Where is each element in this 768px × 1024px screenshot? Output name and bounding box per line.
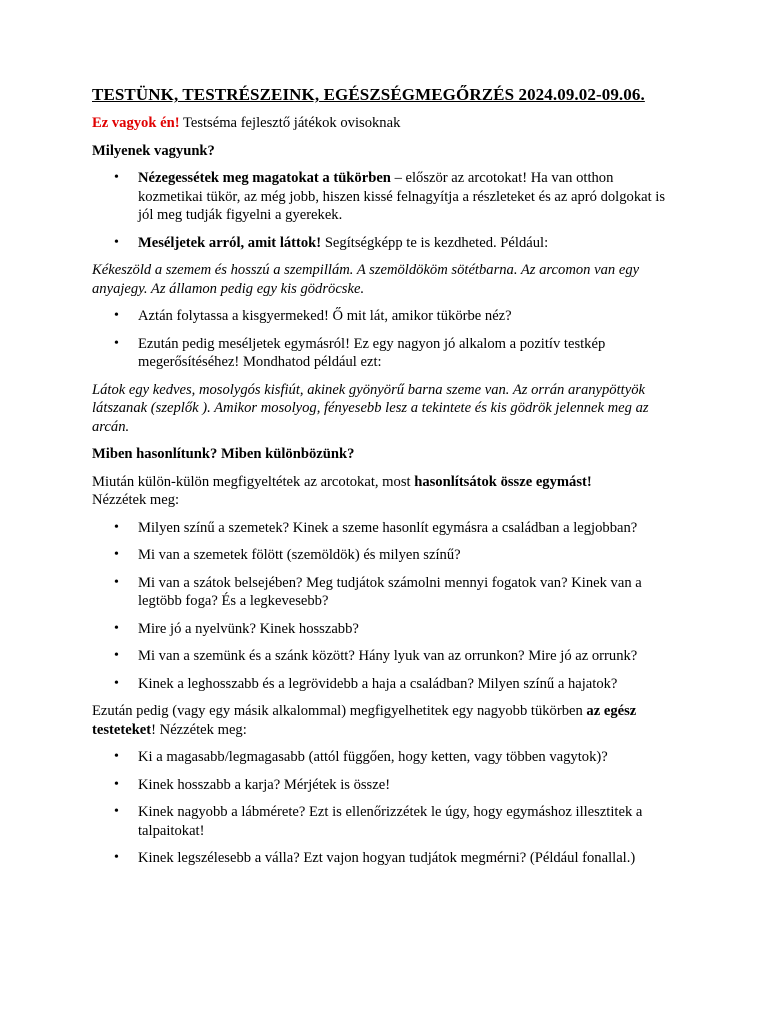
list-item: • Kinek hosszabb a karja? Mérjétek is össze! bbox=[138, 776, 676, 795]
list-item: • Mi van a szemünk és a szánk között? Hány lyuk van az orrunkon? Mire jó az orrunk? bbox=[138, 647, 676, 666]
paragraph-text: ! Nézzétek meg: bbox=[151, 721, 247, 738]
paragraph-miutan bbox=[92, 473, 676, 510]
paragraph-ezutan bbox=[92, 702, 676, 739]
list-item-text: Segítségképp te is kezdheted. Például: bbox=[321, 234, 549, 251]
paragraph-text: Nézzétek meg: bbox=[92, 492, 180, 508]
list-item: • Aztán folytassa a kisgyermeked! Ő mit lát, amikor tükörbe néz? bbox=[138, 307, 676, 326]
list-item: • Kinek legszélesebb a válla? Ezt vajon hogyan tudjátok megmérni? (Például fonallal.) bbox=[138, 849, 676, 868]
paragraph-text: Miután külön-külön megfigyeltétek az arcotokat, most bbox=[92, 473, 415, 490]
list-mirror-steps bbox=[92, 169, 676, 252]
list-item: • Milyen színű a szemetek? Kinek a szeme hasonlít egymásra a családban a legjobban? bbox=[138, 519, 676, 538]
example-text-2: Látok egy kedves, mosolygós kisfiút, akinek gyönyörű barna szeme van. Az orrán aranypöttyök látszanak (szeplők ). Amikor mosolyog, fényesebb lesz a tekintete és kis gödrök jelennek meg az arcán. bbox=[92, 381, 649, 435]
list-item: • Kinek a leghosszabb és a legrövidebb a haja a családban? Milyen színű a hajatok? bbox=[138, 675, 676, 694]
document-title: TESTÜNK, TESTRÉSZEINK, EGÉSZSÉGMEGŐRZÉS 2024.09.02-09.06. bbox=[92, 85, 645, 104]
list-item: • Kinek nagyobb a lábmérete? Ezt is ellenőrizzétek le úgy, hogy egymáshoz illesztitek a talpaitokat! bbox=[138, 803, 676, 840]
list-item: • Ezután pedig meséljetek egymásról! Ez egy nagyon jó alkalom a pozitív testkép megerősítéséhez! Mondhatod például ezt: bbox=[138, 335, 676, 372]
intro-highlight: Ez vagyok én! bbox=[92, 115, 180, 131]
list-item-bold: Nézegessétek meg magatokat a tükörben bbox=[138, 170, 391, 186]
paragraph-text: Ezután pedig (vagy egy másik alkalommal) megfigyelhetitek egy nagyobb tükörben bbox=[92, 703, 587, 719]
list-item-bold: Meséljetek arról, amit láttok! bbox=[138, 234, 322, 251]
intro-text: Testséma fejlesztő játékok ovisoknak bbox=[179, 115, 401, 131]
example-text-1: Kékeszöld a szemem és hosszú a szempillám. A szemöldököm sötétbarna. Az arcomon van egy anyajegy. Az államon pedig egy kis gödröcske. bbox=[92, 262, 640, 297]
list-item-text: – először az arcotokat! Ha van otthon kozmetikai tükör, az még jobb, hiszen kissé felnagyítja a részleteket és az apró dolgokat is jól meg tudják figyelni a gyerekek. bbox=[138, 170, 666, 223]
list-item: • Ki a magasabb/legmagasabb (attól függően, hogy ketten, vagy többen vagytok)? bbox=[138, 748, 676, 767]
list-item: • Mi van a szemetek fölött (szemöldök) és milyen színű? bbox=[138, 546, 676, 565]
heading-miben: Miben hasonlítunk? Miben különbözünk? bbox=[92, 446, 355, 462]
intro-line bbox=[92, 114, 676, 133]
list-body-questions bbox=[92, 748, 676, 868]
paragraph-bold: az egész testeteket bbox=[92, 703, 637, 738]
list-item: • Mire jó a nyelvünk? Kinek hosszabb? bbox=[138, 620, 676, 639]
list-item bbox=[138, 234, 676, 253]
list-face-questions bbox=[92, 519, 676, 694]
list-continue bbox=[92, 307, 676, 372]
heading-milyenek: Milyenek vagyunk? bbox=[92, 142, 215, 159]
paragraph-bold: hasonlítsátok össze egymást! bbox=[414, 473, 592, 490]
list-item: • Mi van a szátok belsejében? Meg tudjátok számolni mennyi fogatok van? Kinek van a legtöbb foga? És a legkevesebb? bbox=[138, 574, 676, 611]
list-item bbox=[138, 169, 676, 225]
